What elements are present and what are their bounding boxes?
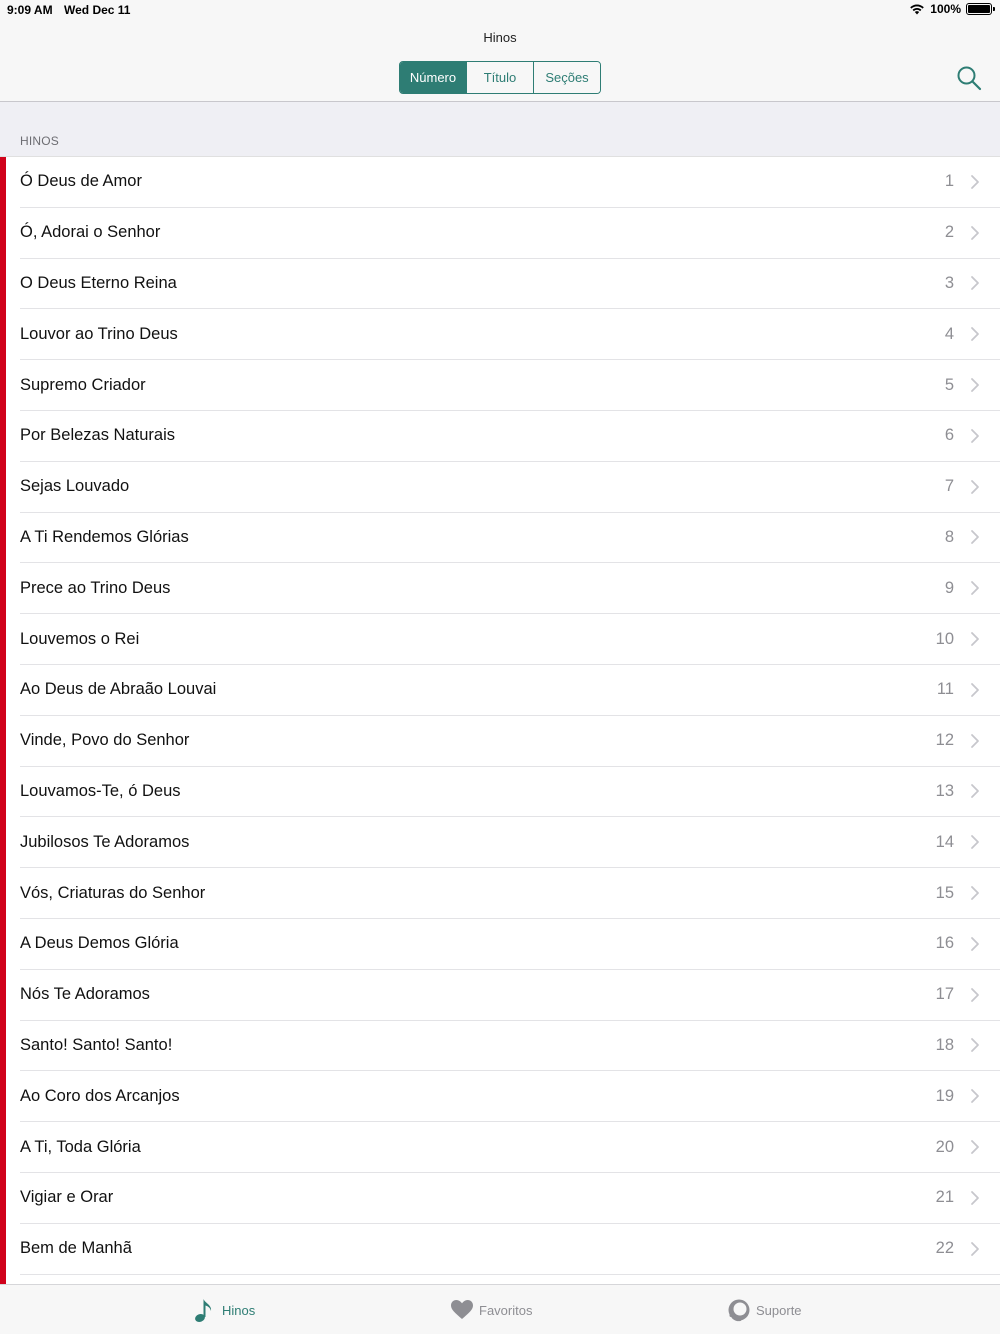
hymn-number: 3 <box>944 273 954 292</box>
chevron-right-icon <box>970 834 980 850</box>
tab-favoritos[interactable] <box>450 1285 532 1334</box>
hymn-title: Louvor ao Trino Deus <box>20 324 178 343</box>
hymn-title: Supremo Criador <box>20 375 146 394</box>
hymn-title: A Ti, Toda Glória <box>20 1137 141 1156</box>
hymn-title: Bem de Manhã <box>20 1239 132 1258</box>
hymn-title: Jubilosos Te Adoramos <box>20 832 190 851</box>
hymn-number: 1 <box>944 172 954 191</box>
hymn-number: 22 <box>935 1239 954 1258</box>
chevron-right-icon <box>970 377 980 393</box>
tab-favoritos-label: Favoritos <box>479 1302 533 1318</box>
tab-hinos[interactable] <box>193 1285 255 1334</box>
hymn-number: 20 <box>935 1137 954 1156</box>
hymn-title: Ó, Adorai o Senhor <box>20 223 161 242</box>
hymn-number: 14 <box>935 832 954 851</box>
hymn-number: 7 <box>944 477 954 496</box>
hymn-title: Ó Deus de Amor <box>20 172 142 191</box>
list-item[interactable] <box>20 1021 1000 1072</box>
list-item[interactable] <box>20 259 1000 310</box>
support-headset-icon <box>727 1297 751 1323</box>
hymn-number: 21 <box>935 1188 954 1207</box>
hymn-number: 16 <box>935 934 954 953</box>
tab-bar <box>0 1284 1000 1334</box>
chevron-right-icon <box>970 783 980 799</box>
section-header: HINOS <box>20 134 60 148</box>
chevron-right-icon <box>970 580 980 596</box>
list-item[interactable] <box>20 665 1000 716</box>
navigation-bar <box>0 20 1000 102</box>
hymn-number: 2 <box>944 223 954 242</box>
chevron-right-icon <box>970 733 980 749</box>
hymn-title: Ao Deus de Abraão Louvai <box>20 680 217 699</box>
chevron-right-icon <box>970 631 980 647</box>
hymn-number: 19 <box>935 1086 954 1105</box>
hymn-title: Ao Coro dos Arcanjos <box>20 1086 180 1105</box>
hymn-title: Santo! Santo! Santo! <box>20 1035 173 1054</box>
tab-suporte[interactable] <box>727 1285 802 1334</box>
chevron-right-icon <box>970 326 980 342</box>
hymn-number: 15 <box>935 883 954 902</box>
chevron-right-icon <box>970 1088 980 1104</box>
chevron-right-icon <box>970 682 980 698</box>
hymn-number: 12 <box>935 731 954 750</box>
heart-icon <box>450 1297 474 1323</box>
hymn-title: Vigiar e Orar <box>20 1188 114 1207</box>
list-item[interactable] <box>20 716 1000 767</box>
tab-suporte-label: Suporte <box>756 1302 802 1318</box>
chevron-right-icon <box>970 174 980 190</box>
hymn-title: A Deus Demos Glória <box>20 934 179 953</box>
list-item[interactable] <box>20 563 1000 614</box>
list-item[interactable] <box>20 309 1000 360</box>
hymn-title: Vós, Criaturas do Senhor <box>20 883 206 902</box>
list-item[interactable] <box>20 1224 1000 1275</box>
hymn-title: Nós Te Adoramos <box>20 985 150 1004</box>
status-time: 9:09 AM <box>7 3 53 17</box>
hymn-number: 11 <box>936 680 954 699</box>
chevron-right-icon <box>970 529 980 545</box>
segment-titulo[interactable]: Título <box>467 62 534 93</box>
status-bar <box>0 0 1000 20</box>
chevron-right-icon <box>970 1241 980 1257</box>
hymn-title: Prece ao Trino Deus <box>20 578 171 597</box>
status-date: Wed Dec 11 <box>64 3 131 17</box>
chevron-right-icon <box>970 1190 980 1206</box>
search-icon[interactable] <box>956 65 982 91</box>
hymn-number: 5 <box>944 375 954 394</box>
list-item[interactable] <box>20 157 1000 208</box>
chevron-right-icon <box>970 1139 980 1155</box>
chevron-right-icon <box>970 987 980 1003</box>
sort-segmented-control <box>399 61 601 94</box>
hymn-list <box>0 156 1000 1284</box>
list-item[interactable] <box>20 919 1000 970</box>
battery-percentage: 100% <box>930 2 961 16</box>
chevron-right-icon <box>970 1037 980 1053</box>
hymn-number: 18 <box>935 1035 954 1054</box>
hymn-title: Vinde, Povo do Senhor <box>20 731 190 750</box>
list-item[interactable] <box>20 360 1000 411</box>
hymn-title: Sejas Louvado <box>20 477 130 496</box>
hymn-title: Por Belezas Naturais <box>20 426 175 445</box>
hymn-number: 9 <box>944 578 954 597</box>
music-note-icon <box>193 1297 217 1323</box>
status-indicators <box>909 2 992 16</box>
page-title: Hinos <box>483 30 517 45</box>
hymn-number: 13 <box>935 781 954 800</box>
hymn-title: O Deus Eterno Reina <box>20 273 177 292</box>
chevron-right-icon <box>970 936 980 952</box>
list-item[interactable] <box>20 1071 1000 1122</box>
hymn-title: Louvamos-Te, ó Deus <box>20 781 181 800</box>
chevron-right-icon <box>970 885 980 901</box>
hymn-number: 8 <box>944 527 954 546</box>
list-accent-bar <box>0 157 6 1284</box>
hymn-number: 10 <box>935 629 954 648</box>
list-item[interactable] <box>20 1122 1000 1173</box>
list-item[interactable] <box>20 614 1000 665</box>
hymn-number: 6 <box>944 426 954 445</box>
list-item[interactable] <box>20 868 1000 919</box>
list-item[interactable] <box>20 513 1000 564</box>
wifi-icon <box>909 3 925 15</box>
list-item[interactable] <box>20 208 1000 259</box>
hymn-number: 17 <box>935 985 954 1004</box>
segment-numero[interactable]: Número <box>400 62 467 93</box>
hymn-title: Louvemos o Rei <box>20 629 140 648</box>
list-item[interactable] <box>20 411 1000 462</box>
list-item[interactable] <box>20 462 1000 513</box>
hymn-title: A Ti Rendemos Glórias <box>20 527 189 546</box>
list-item[interactable] <box>20 1173 1000 1224</box>
list-item[interactable] <box>20 817 1000 868</box>
battery-icon <box>966 3 992 15</box>
chevron-right-icon <box>970 428 980 444</box>
list-item[interactable] <box>20 970 1000 1021</box>
chevron-right-icon <box>970 479 980 495</box>
list-item[interactable] <box>20 767 1000 818</box>
segment-secoes[interactable]: Seções <box>534 62 600 93</box>
hymn-number: 4 <box>944 324 954 343</box>
tab-hinos-label: Hinos <box>222 1302 256 1318</box>
chevron-right-icon <box>970 275 980 291</box>
chevron-right-icon <box>970 225 980 241</box>
